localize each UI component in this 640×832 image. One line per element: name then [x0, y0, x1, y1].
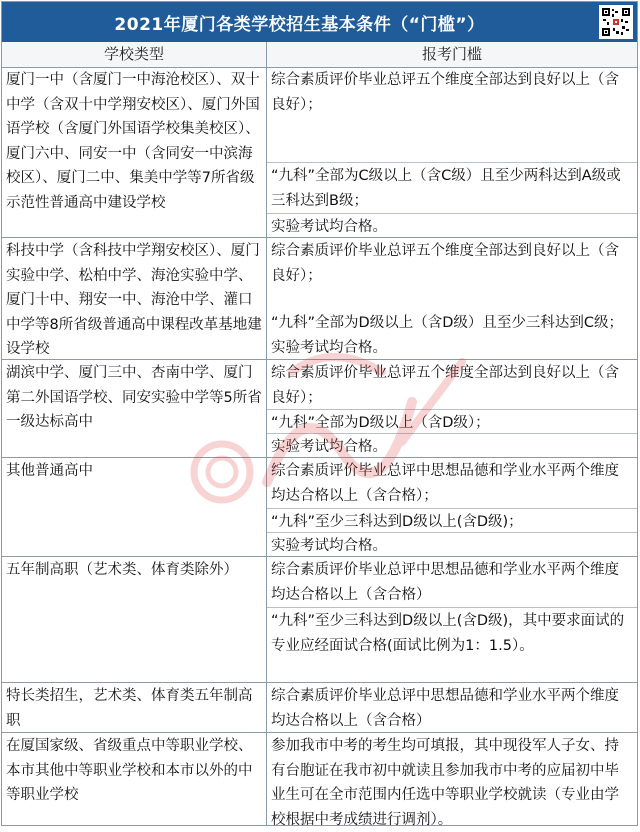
requirement-item: 综合素质评价毕业总评五个维度全部达到良好以上（含良好）； [271, 243, 619, 284]
school-type-cell: 其他普通高中 [2, 458, 267, 556]
school-type-cell: 湖滨中学、厦门三中、杏南中学、厦门第二外国语学校、同安实验中学等5所省一级达标高中 [2, 360, 267, 457]
requirement-item: 综合素质评价毕业总评五个维度全部达到良好以上（含良好）； [271, 365, 619, 406]
requirement-item: “九科”至少三科达到D级以上(含D级)，其中要求面试的专业应经面试合格(面试比例为1：1.5）。 [267, 607, 637, 683]
requirement-item: 综合素质评价毕业总评中思想品德和学业水平两个维度均达合格以上（含合格）； [271, 463, 619, 504]
header-school-type: 学校类型 [2, 42, 267, 67]
requirement-item: 参加我市中考的考生均可填报，其中现役军人子女、持有台胞证在我市初中就读且参加我市中考的应届初中毕业生可在全市范围内任选中等职业学校就读（专业由学校根据中考成绩进行调剂）。 [271, 738, 619, 828]
requirement-item: 实验考试均合格。 [267, 532, 637, 557]
requirements-cell [267, 733, 637, 828]
requirements-cell [267, 683, 637, 732]
table-row [2, 458, 637, 557]
school-type-cell: 特长类招生，艺术类、体育类五年制高职 [2, 683, 267, 732]
table-row [2, 238, 637, 360]
requirement-item: 实验考试均合格。 [267, 433, 637, 458]
requirements-cell [267, 238, 637, 359]
table-row [2, 360, 637, 458]
requirements-cell [267, 360, 637, 457]
school-type-cell: 厦门一中（含厦门一中海沧校区）、双十中学（含双十中学翔安校区）、厦门外国语学校（含厦门外国语学校集美校区）、厦门六中、同安一中（含同安一中滨海校区）、厦门二中、集美中学等7所省级示范性普通高中建设学校 [2, 67, 267, 237]
requirements-table [1, 1, 638, 826]
table-row [2, 683, 637, 733]
table-title-bar [2, 2, 637, 42]
page-title: 2021年厦门各类学校招生基本条件（“门槛”） [114, 14, 485, 35]
school-type-cell: 科技中学（含科技中学翔安校区）、厦门实验中学、松柏中学、海沧实验中学、厦门十中、翔安一中、海沧中学、灌口中学等8所省级普通高中课程改革基地建设学校 [2, 238, 267, 359]
requirement-item: “九科”全部为D级以上（含D级）； [267, 409, 637, 433]
requirement-item: 综合素质评价毕业总评中思想品德和学业水平两个维度均达合格以上（含合格） [271, 562, 619, 603]
school-type-cell: 五年制高职（艺术类、体育类除外） [2, 557, 267, 682]
table-header-row [2, 42, 637, 68]
requirement-item: “九科”全部为D级以上（含D级）且至少三科达到C级；实验考试均合格。 [271, 315, 623, 356]
requirement-item: 综合素质评价毕业总评五个维度全部达到良好以上（含良好）； [271, 72, 619, 113]
table-row [2, 557, 637, 683]
qr-code-icon [599, 5, 633, 39]
requirement-item: “九科”至少三科达到D级以上(含D级)； [267, 508, 637, 532]
requirement-item: 实验考试均合格。 [267, 213, 637, 238]
requirements-cell [267, 67, 637, 237]
table-row [2, 733, 637, 828]
requirements-cell [267, 557, 637, 682]
table-row [2, 67, 637, 238]
header-requirements: 报考门槛 [421, 45, 482, 63]
school-type-cell: 在厦国家级、省级重点中等职业学校、本市其他中等职业学校和本市以外的中等职业学校 [2, 733, 267, 825]
requirement-item: 综合素质评价毕业总评中思想品德和学业水平两个维度均达合格以上（含合格） [271, 688, 619, 729]
requirements-cell [267, 458, 637, 556]
requirement-item: “九科”全部为C级以上（含C级）且至少两科达到A级或三科达到B级； [267, 162, 637, 214]
